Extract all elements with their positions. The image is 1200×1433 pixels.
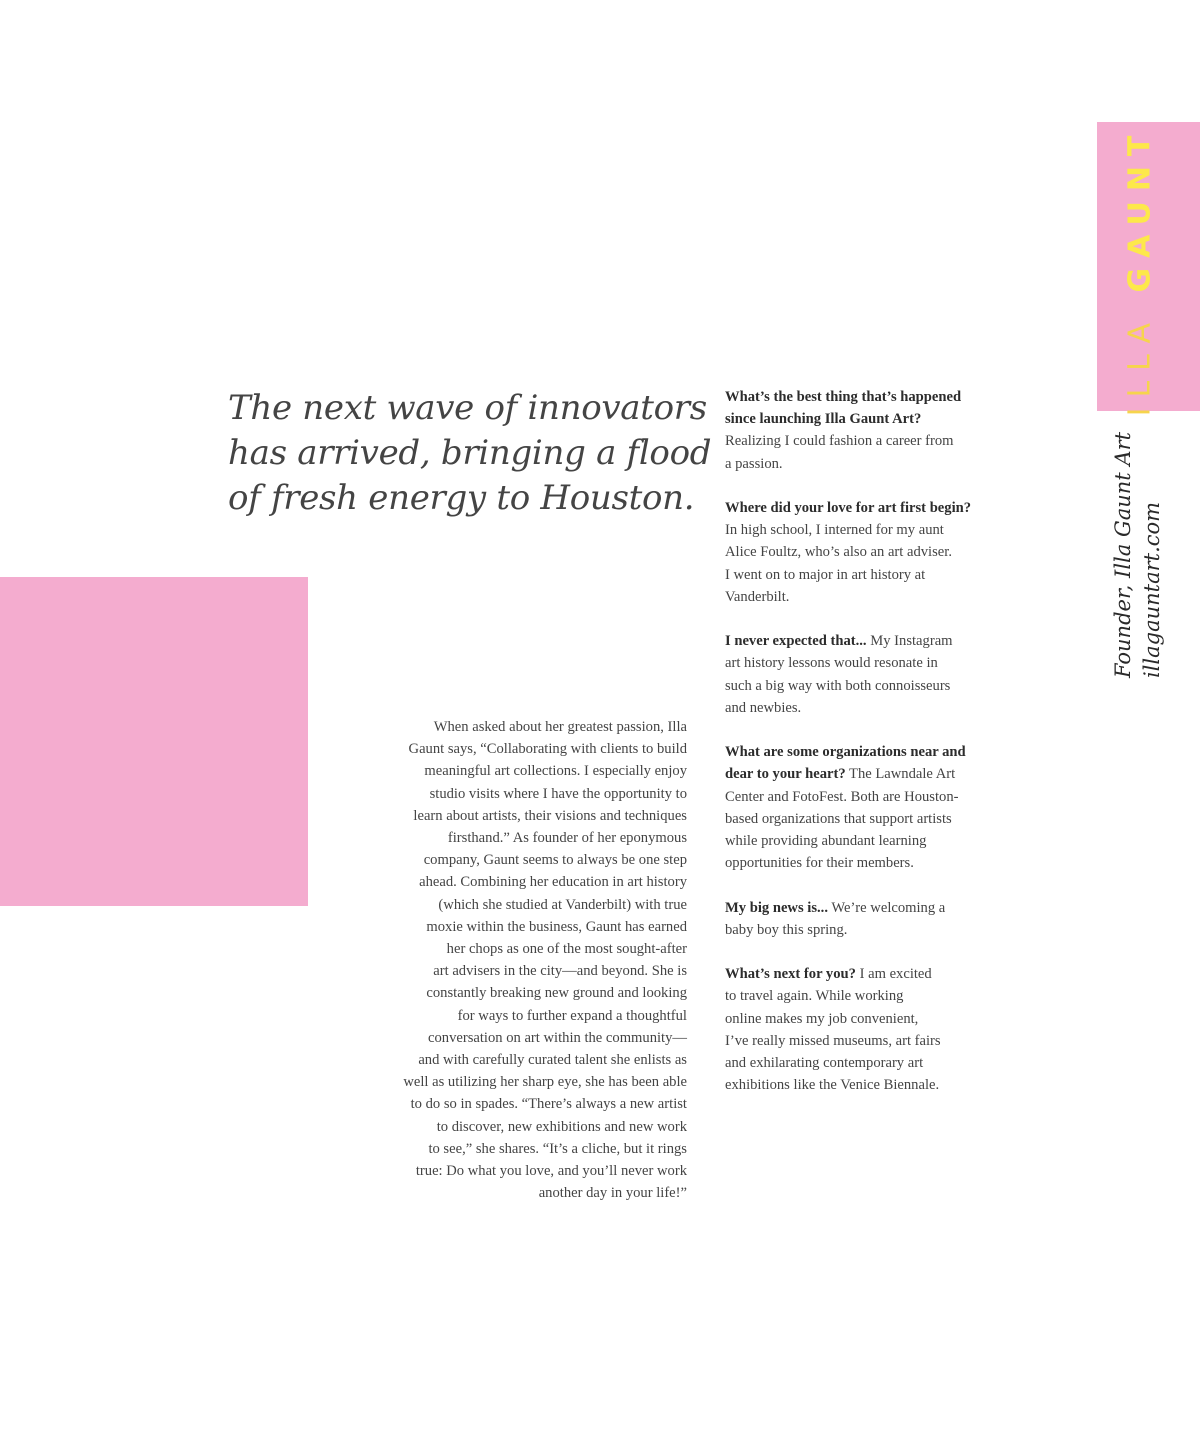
qa-question: Where did your love for art first begin? bbox=[725, 500, 972, 516]
body-line: for ways to further expand a thoughtful bbox=[457, 1007, 687, 1024]
body-line: to discover, new exhibitions and new work bbox=[436, 1118, 687, 1135]
qa-column bbox=[725, 386, 1000, 1119]
pull-quote-line: of fresh energy to Houston. bbox=[228, 478, 695, 518]
qa-question: My big news is... bbox=[725, 899, 828, 916]
body-line: and with carefully curated talent she enlists as bbox=[418, 1052, 687, 1069]
vertical-name-title bbox=[1123, 126, 1158, 417]
qa-answer: to travel again. While working bbox=[725, 988, 904, 1005]
body-line: constantly breaking new ground and looking bbox=[426, 985, 687, 1002]
qa-question: What are some organizations near and bbox=[725, 744, 966, 761]
qa-answer: art history lessons would resonate in bbox=[725, 655, 938, 672]
body-line: firsthand.” As founder of her eponymous bbox=[447, 830, 687, 847]
body-line: studio visits where I have the opportunity to bbox=[429, 785, 687, 802]
qa-answer: such a big way with both connoisseurs bbox=[725, 677, 951, 694]
body-line: true: Do what you love, and you’ll never work bbox=[415, 1163, 687, 1180]
name-first: ILLA bbox=[1122, 312, 1158, 417]
qa-answer: and exhilarating contemporary art bbox=[725, 1055, 924, 1072]
body-line: ahead. Combining her education in art history bbox=[419, 874, 687, 891]
qa-answer: My Instagram bbox=[866, 633, 953, 650]
qa-answer: I went on to major in art history at bbox=[725, 566, 926, 583]
body-line: well as utilizing her sharp eye, she has been able bbox=[403, 1074, 687, 1091]
qa-answer: opportunities for their members. bbox=[725, 855, 914, 872]
qa-answer: Alice Foultz, who’s also an art adviser. bbox=[725, 544, 952, 561]
qa-answer: and newbies. bbox=[725, 699, 802, 716]
vertical-caption bbox=[1109, 432, 1167, 678]
qa-answer: Vanderbilt. bbox=[725, 588, 790, 605]
qa-item bbox=[725, 497, 1000, 608]
body-line: to see,” she shares. “It’s a cliche, but it rings bbox=[428, 1140, 687, 1157]
qa-question: dear to your heart? bbox=[725, 766, 846, 783]
body-line: moxie within the business, Gaunt has earned bbox=[426, 918, 687, 935]
pull-quote bbox=[228, 386, 712, 521]
caption-role: Founder, Illa Gaunt Art bbox=[1111, 431, 1135, 679]
body-line: learn about artists, their visions and techniques bbox=[413, 807, 687, 824]
body-line: art advisers in the city—and beyond. She is bbox=[433, 963, 687, 980]
body-line: conversation on art within the community— bbox=[428, 1029, 687, 1046]
qa-answer: We’re welcoming a bbox=[827, 899, 946, 916]
body-line: another day in your life!” bbox=[538, 1185, 687, 1202]
qa-question: I never expected that... bbox=[725, 633, 867, 650]
pull-quote-line: has arrived, bringing a flood bbox=[228, 433, 712, 473]
article-body bbox=[360, 716, 687, 1204]
name-last: GAUNT bbox=[1122, 125, 1158, 293]
qa-answer: a passion. bbox=[725, 455, 783, 472]
qa-question: What’s next for you? bbox=[725, 966, 856, 983]
qa-question: since launching Illa Gaunt Art? bbox=[725, 411, 922, 428]
qa-item bbox=[725, 897, 1000, 941]
qa-item bbox=[725, 630, 1000, 719]
qa-answer: In high school, I interned for my aunt bbox=[725, 522, 944, 539]
qa-answer: exhibitions like the Venice Biennale. bbox=[725, 1077, 940, 1094]
body-line: When asked about her greatest passion, Illa bbox=[433, 719, 687, 735]
qa-item bbox=[725, 386, 1000, 475]
body-line: to do so in spades. “There’s always a new artist bbox=[410, 1096, 687, 1113]
body-line: Gaunt says, “Collaborating with clients to build bbox=[408, 741, 687, 758]
qa-answer: baby boy this spring. bbox=[725, 921, 848, 938]
qa-answer: online makes my job convenient, bbox=[725, 1010, 919, 1027]
decorative-pink-block bbox=[0, 577, 308, 906]
qa-answer: I am excited bbox=[855, 966, 932, 983]
qa-answer: The Lawndale Art bbox=[845, 766, 956, 783]
body-line: company, Gaunt seems to always be one step bbox=[423, 852, 687, 869]
qa-answer: I’ve really missed museums, art fairs bbox=[725, 1032, 941, 1049]
qa-item bbox=[725, 741, 1000, 874]
body-line: her chops as one of the most sought-after bbox=[446, 941, 687, 958]
qa-answer: Realizing I could fashion a career from bbox=[725, 433, 954, 450]
pull-quote-line: The next wave of innovators bbox=[228, 388, 707, 428]
qa-question: What’s the best thing that’s happened bbox=[725, 389, 962, 405]
qa-answer: Center and FotoFest. Both are Houston- bbox=[725, 788, 959, 805]
qa-answer: based organizations that support artists bbox=[725, 810, 952, 827]
body-line: meaningful art collections. I especially enjoy bbox=[424, 763, 687, 780]
caption-website: illagauntart.com bbox=[1140, 501, 1164, 679]
qa-answer: while providing abundant learning bbox=[725, 833, 927, 850]
body-line: (which she studied at Vanderbilt) with true bbox=[438, 896, 687, 913]
qa-item bbox=[725, 963, 1000, 1096]
